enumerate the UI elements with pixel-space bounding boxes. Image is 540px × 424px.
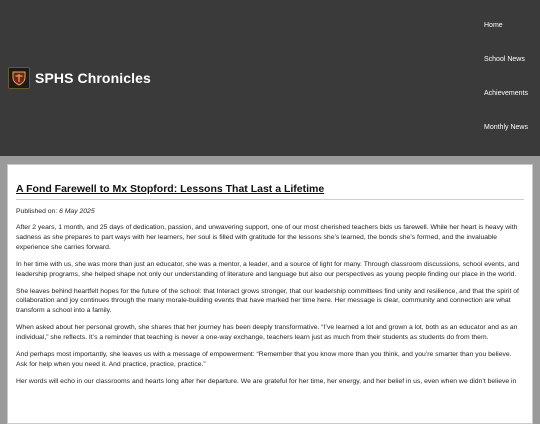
article-paragraph: When asked about her personal growth, she shares that her journey has been deeply transformative. “I’ve learned a lot and grown a lot, both as an educator and as an individual,” she reflects. It’s a reminder that teaching is never a one-way exchange, teachers learn just as much from their students as students do from them. [16,324,518,342]
nav-achievements[interactable]: Achievements [484,90,528,97]
published-date: 6 May 2025 [59,208,95,215]
nav-school-news[interactable]: School News [484,56,525,63]
main-nav [470,0,540,156]
article-paragraph: And perhaps most importantly, she leaves us with a message of empowerment: “Remember that you know more than you think, and you’re smarter than you believe. Ask for help when you need it. And practice, practice, practice.” [16,351,512,368]
school-crest-icon [8,67,30,89]
article-paragraph: After 2 years, 1 month, and 25 days of dedication, passion, and unwavering support, one of our most cherished teachers bids us farewell. While her heart is heavy with sadness as she prepares to part ways with her learners, her soul is filled with gratitude for the lessons she’s learned, the bonds she’s formed, and the invaluable experience she carries forward. [16,224,518,251]
article-paragraph: Her words will echo in our classrooms and hearts long after her departure. We are grateful for her time, her energy, and her belief in us, even when we didn’t believe in [16,377,517,385]
site-header [0,0,540,156]
nav-monthly-news[interactable]: Monthly News [484,124,528,131]
article-paragraph: She leaves behind heartfelt hopes for the future of the school: that Interact grows stronger, that our leadership committees find unity and resilience, and that the spirit of collaboration and joy continues through the many morale-building events that have marked her time here. Her message is clear, community and connection are what transform a school into a family. [16,287,519,315]
title-divider [16,199,524,200]
published-label: Published on: [16,208,58,215]
brand[interactable] [8,66,151,90]
nav-home[interactable]: Home [484,22,503,29]
published-line [16,208,524,215]
article-card [7,164,533,424]
article-paragraph: In her time with us, she was more than just an educator, she was a mentor, a leader, and a source of light for many. Through classroom discussions, school events, and leadership programs, she helped shape not only our understanding of literature and language but also our perspectives as young people finding our place in the world. [16,260,520,278]
article-title[interactable]: A Fond Farewell to Mx Stopford: Lessons That Last a Lifetime [16,183,325,195]
site-title[interactable]: SPHS Chronicles [35,70,151,86]
